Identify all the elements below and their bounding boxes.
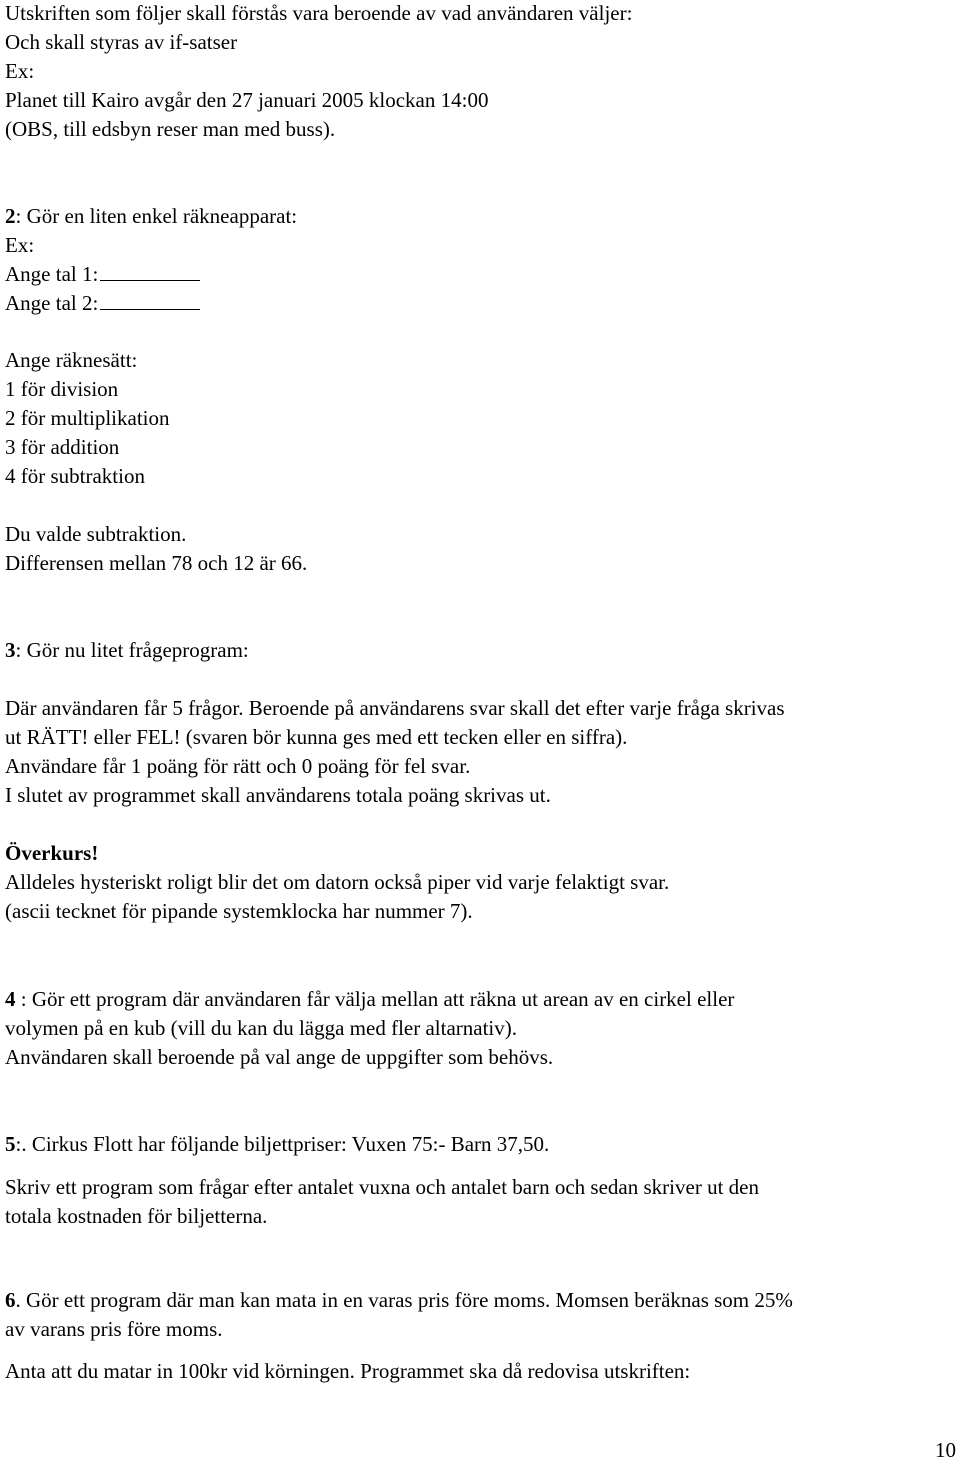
task2-heading xyxy=(5,204,297,228)
task2-option: 3 för addition xyxy=(5,435,120,459)
intro-line: (OBS, till edsbyn reser man med buss). xyxy=(5,117,336,141)
task3-line: I slutet av programmet skall användarens totala poäng skrivas ut. xyxy=(5,783,551,807)
task5-line: Skriv ett program som frågar efter antalet vuxna och antalet barn och sedan skriver ut den xyxy=(5,1175,759,1199)
intro-line: Planet till Kairo avgår den 27 januari 2005 klockan 14:00 xyxy=(5,88,489,112)
task2-ex-label: Ex: xyxy=(5,233,35,257)
task5-line: totala kostnaden för biljetterna. xyxy=(5,1204,268,1228)
task2-prompt1: Ange tal 1: xyxy=(5,262,99,286)
task6-number: 6 xyxy=(5,1288,16,1312)
task2-result: Differensen mellan 78 och 12 är 66. xyxy=(5,551,308,575)
task3-title: : Gör nu litet frågeprogram: xyxy=(15,638,249,662)
task2-result: Du valde subtraktion. xyxy=(5,522,187,546)
task5-number: 5 xyxy=(5,1132,16,1156)
task4-line: Användaren skall beroende på val ange de uppgifter som behövs. xyxy=(5,1045,554,1069)
task3-line: Där användaren får 5 frågor. Beroende på användarens svar skall det efter varje fråga skrivas xyxy=(5,696,785,720)
task5-title: :. Cirkus Flott har följande biljettpriser: Vuxen 75:- Barn 37,50. xyxy=(15,1132,550,1156)
extra-line: Alldeles hysteriskt roligt blir det om datorn också piper vid varje felaktigt svar. xyxy=(5,870,670,894)
task3-line: Användare får 1 poäng för rätt och 0 poäng för fel svar. xyxy=(5,754,471,778)
task4-title: : Gör ett program där användaren får välja mellan att räkna ut arean av en cirkel eller xyxy=(15,987,735,1011)
task2-option: 1 för division xyxy=(5,377,119,401)
task2-option: 2 för multiplikation xyxy=(5,406,170,430)
intro-line: Utskriften som följer skall förstås vara beroende av vad användaren väljer: xyxy=(5,1,633,25)
task6-heading xyxy=(5,1288,793,1312)
task2-option: 4 för subtraktion xyxy=(5,464,145,488)
answer-blank-2 xyxy=(100,291,200,310)
task4-heading xyxy=(5,987,734,1011)
task6-title: . Gör ett program där man kan mata in en varas pris före moms. Momsen beräknas som 25% xyxy=(15,1288,793,1312)
answer-blank-1 xyxy=(100,262,200,281)
task5-heading xyxy=(5,1132,549,1156)
intro-line: Och skall styras av if-satser xyxy=(5,30,238,54)
task2-prompt1-row xyxy=(5,262,200,286)
task2-prompt2: Ange tal 2: xyxy=(5,291,99,315)
task2-number: 2 xyxy=(5,204,16,228)
task6-line: av varans pris före moms. xyxy=(5,1317,223,1341)
task3-number: 3 xyxy=(5,638,16,662)
task3-line: ut RÄTT! eller FEL! (svaren bör kunna ges med ett tecken eller en siffra). xyxy=(5,725,628,749)
task4-line: volymen på en kub (vill du kan du lägga med fler altarnativ). xyxy=(5,1016,518,1040)
task6-line: Anta att du matar in 100kr vid körningen. Programmet ska då redovisa utskriften: xyxy=(5,1359,691,1383)
task4-number: 4 xyxy=(5,987,16,1011)
task2-prompt2-row xyxy=(5,291,200,315)
extra-heading: Överkurs! xyxy=(5,841,99,865)
extra-line: (ascii tecknet för pipande systemklocka har nummer 7). xyxy=(5,899,473,923)
task2-title: : Gör en liten enkel räkneapparat: xyxy=(15,204,298,228)
page-number: 10 xyxy=(935,1438,956,1462)
intro-line: Ex: xyxy=(5,59,35,83)
task3-heading xyxy=(5,638,249,662)
task2-op-prompt: Ange räknesätt: xyxy=(5,348,138,372)
